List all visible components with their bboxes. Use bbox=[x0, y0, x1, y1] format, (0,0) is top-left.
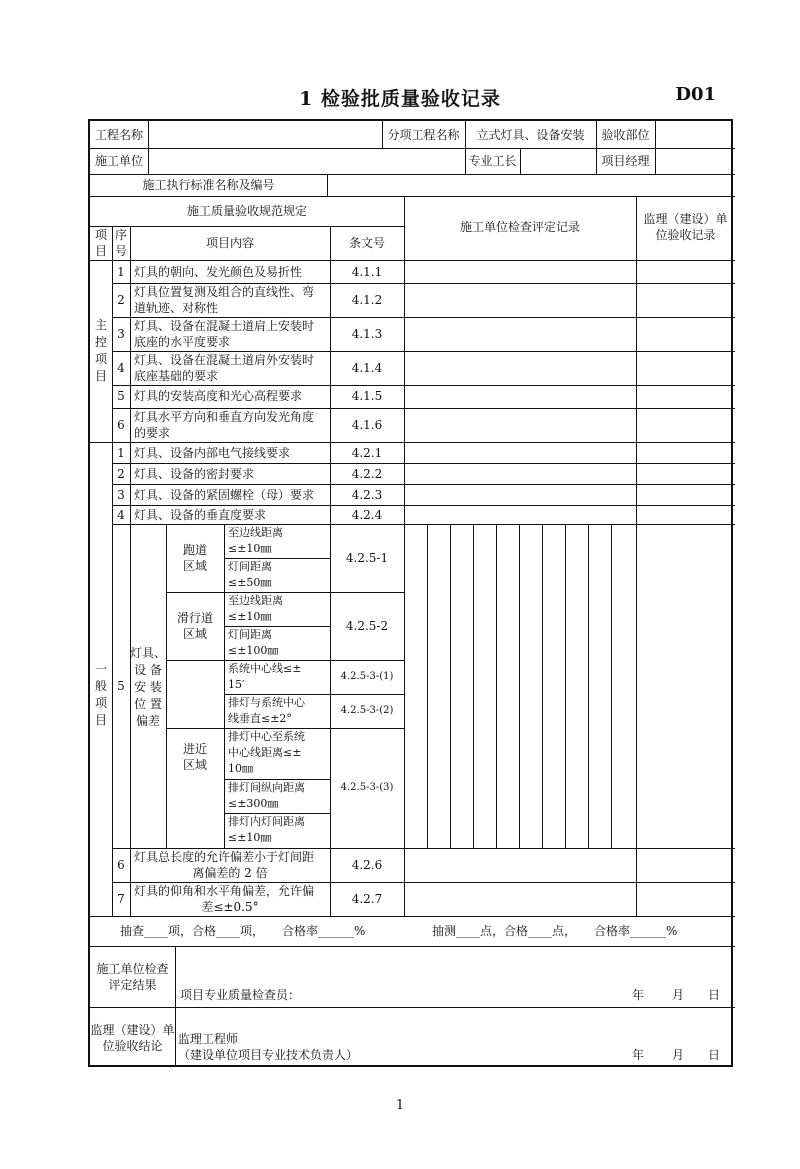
summary-sample-measure: 抽测____点，合格____点， 合格率______% bbox=[432, 924, 678, 938]
mc-row-3-clause: 4.1.3 bbox=[351, 327, 383, 341]
approach-item-4-a: 排灯间纵向距离 bbox=[228, 781, 305, 794]
seq-col-header-1: 序 bbox=[114, 228, 127, 242]
gen-row-3-clause: 4.2.3 bbox=[351, 488, 383, 502]
sub-project-value: 立式灯具、设备安装 bbox=[476, 128, 585, 142]
general-label-3: 项 bbox=[94, 696, 107, 710]
quality-inspector-label: 项目专业质量检查员： bbox=[180, 988, 301, 1002]
gen-row-6-content-1: 灯具总长度的允许偏差小于灯间距 bbox=[134, 850, 315, 864]
mc-row-4-no: 4 bbox=[117, 361, 125, 375]
row5-label-5: 偏差 bbox=[135, 714, 160, 728]
mc-row-3-no: 3 bbox=[117, 327, 125, 341]
document-title: 1 检验批质量验收记录 bbox=[299, 88, 501, 110]
row5-label-1: 灯具、 bbox=[130, 646, 167, 660]
gen-row-6-content-2: 离偏差的 2 倍 bbox=[192, 866, 268, 880]
row5-label-2: 设 备 bbox=[134, 663, 162, 677]
mc-row-6-no: 6 bbox=[117, 418, 125, 432]
supervision-col-header-1: 监理（建设）单 bbox=[643, 212, 728, 226]
row5-label-4: 位 置 bbox=[134, 697, 162, 711]
technical-lead-label: （建设单位项目专业技术负责人） bbox=[178, 1048, 359, 1062]
manager-label: 项目经理 bbox=[601, 154, 650, 168]
mc-row-6-content-1: 灯具水平方向和垂直方向发光角度 bbox=[134, 410, 315, 424]
gen-row-2-no: 2 bbox=[117, 467, 125, 481]
supervision-check-label-1: 监理（建设）单 bbox=[90, 1023, 175, 1037]
gen-row-5-no: 5 bbox=[117, 679, 125, 693]
supervision-col-header-2: 位验收记录 bbox=[655, 228, 716, 242]
content-col-header: 项目内容 bbox=[205, 236, 254, 250]
general-label-4: 目 bbox=[94, 713, 107, 727]
approach-item-2-b: 线垂直≤±2° bbox=[228, 712, 292, 725]
taxiway-item-2-a: 灯间距离 bbox=[228, 628, 272, 641]
inspection-grid bbox=[404, 524, 636, 848]
gen-row-4-content: 灯具、设备的垂直度要求 bbox=[134, 508, 267, 522]
gen-row-2-clause: 4.2.2 bbox=[351, 467, 383, 481]
taxiway-area-1: 滑行道 bbox=[176, 611, 213, 625]
inspection-record-form bbox=[88, 119, 733, 1067]
approach-item-1-clause: 4.2.5-3-(1) bbox=[340, 671, 394, 682]
approach-item-5-a: 排灯内灯间距离 bbox=[228, 815, 305, 828]
gen-row-7-clause: 4.2.7 bbox=[351, 892, 383, 906]
approach-item-2-clause: 4.2.5-3-(2) bbox=[340, 705, 394, 716]
approach-area-1: 进近 bbox=[182, 742, 207, 756]
page-number: 1 bbox=[395, 1098, 405, 1113]
gen-row-7-no: 7 bbox=[117, 892, 125, 906]
approach-item-1-b: 15′ bbox=[228, 678, 245, 691]
construction-check-label-2: 评定结果 bbox=[108, 978, 157, 992]
construction-date-month: 月 bbox=[672, 988, 685, 1002]
gen-row-1-no: 1 bbox=[117, 446, 125, 460]
runway-item-2-a: 灯间距离 bbox=[228, 560, 272, 573]
supervision-check-label-2: 位验收结论 bbox=[102, 1039, 163, 1053]
gen-row-4-no: 4 bbox=[117, 508, 125, 522]
approach-item-5-b: ≤±10㎜ bbox=[228, 831, 272, 844]
clause-col-header: 条文号 bbox=[348, 236, 385, 250]
runway-clause: 4.2.5-1 bbox=[345, 551, 389, 565]
acceptance-part-label: 验收部位 bbox=[601, 128, 650, 142]
runway-area-2: 区域 bbox=[182, 559, 207, 573]
general-label-1: 一 bbox=[94, 662, 107, 676]
approach-item-2-a: 排灯与系统中心 bbox=[228, 696, 305, 709]
runway-area-1: 跑道 bbox=[182, 543, 207, 557]
mc-row-6-content-2: 的要求 bbox=[134, 426, 171, 440]
approach-shared-clause: 4.2.5-3-(3) bbox=[340, 782, 394, 793]
item-col-header-2: 目 bbox=[94, 244, 107, 258]
approach-item-4-b: ≤±300㎜ bbox=[228, 797, 279, 810]
runway-item-1-a: 至边线距离 bbox=[228, 526, 283, 539]
runway-item-1-b: ≤±10㎜ bbox=[228, 542, 272, 555]
summary-sample-check: 抽查____项，合格____项， 合格率______% bbox=[120, 924, 366, 938]
mc-row-6-clause: 4.1.6 bbox=[351, 418, 383, 432]
approach-area-2: 区域 bbox=[182, 758, 207, 772]
main-control-label-4: 目 bbox=[94, 369, 107, 383]
approach-item-3-a: 排灯中心至系统 bbox=[228, 730, 305, 743]
mc-row-2-content-1: 灯具位置复测及组合的直线性、弯 bbox=[134, 285, 315, 299]
mc-row-1-content: 灯具的朝向、发光颜色及易折性 bbox=[134, 265, 303, 279]
mc-row-1-clause: 4.1.1 bbox=[351, 265, 383, 279]
taxiway-item-2-b: ≤±100㎜ bbox=[228, 644, 279, 657]
taxiway-item-1-b: ≤±10㎜ bbox=[228, 610, 272, 623]
mc-row-3-content-1: 灯具、设备在混凝土道肩上安装时 bbox=[134, 319, 315, 333]
supervision-date-day: 日 bbox=[708, 1048, 721, 1062]
seq-col-header-2: 号 bbox=[114, 244, 127, 258]
approach-item-3-b: 中心线距离≤± bbox=[228, 746, 302, 759]
construction-date-day: 日 bbox=[708, 988, 721, 1002]
supervision-date-year: 年 bbox=[632, 1048, 645, 1062]
standard-label: 施工执行标准名称及编号 bbox=[142, 178, 275, 192]
general-label-2: 般 bbox=[94, 679, 107, 693]
gen-row-3-no: 3 bbox=[117, 488, 125, 502]
project-name-label: 工程名称 bbox=[94, 128, 143, 142]
mc-row-5-no: 5 bbox=[117, 389, 125, 403]
main-control-label-2: 控 bbox=[94, 335, 107, 349]
mc-row-2-content-2: 道轨迹、对称性 bbox=[134, 301, 219, 315]
supervision-date-month: 月 bbox=[672, 1048, 685, 1062]
gen-row-1-clause: 4.2.1 bbox=[351, 446, 383, 460]
runway-item-2-b: ≤±50㎜ bbox=[228, 576, 272, 589]
gen-row-7-content-2: 差≤±0.5° bbox=[201, 900, 259, 914]
gen-row-6-clause: 4.2.6 bbox=[351, 858, 383, 872]
mc-row-5-content: 灯具的安装高度和光心高程要求 bbox=[134, 389, 303, 403]
gen-row-7-content-1: 灯具的仰角和水平角偏差，允许偏 bbox=[134, 884, 315, 898]
mc-row-1-no: 1 bbox=[117, 265, 125, 279]
document-code: D01 bbox=[675, 84, 716, 105]
mc-row-5-clause: 4.1.5 bbox=[351, 389, 383, 403]
mc-row-4-content-2: 底座基础的要求 bbox=[134, 369, 219, 383]
main-control-label-1: 主 bbox=[94, 318, 107, 332]
taxiway-item-1-a: 至边线距离 bbox=[228, 594, 283, 607]
construction-date-year: 年 bbox=[632, 988, 645, 1002]
gen-row-3-content: 灯具、设备的紧固螺栓（母）要求 bbox=[134, 488, 315, 502]
construction-unit-label: 施工单位 bbox=[94, 154, 143, 168]
mc-row-4-content-1: 灯具、设备在混凝土道肩外安装时 bbox=[134, 353, 315, 367]
supervision-engineer-label: 监理工程师 bbox=[178, 1032, 239, 1046]
taxiway-area-2: 区域 bbox=[182, 627, 207, 641]
approach-item-1-a: 系统中心线≤± bbox=[228, 662, 302, 675]
item-col-header-1: 项 bbox=[94, 228, 107, 242]
mc-row-2-no: 2 bbox=[117, 293, 125, 307]
mc-row-3-content-2: 底座的水平度要求 bbox=[134, 335, 231, 349]
taxiway-clause: 4.2.5-2 bbox=[345, 619, 389, 633]
inspection-col-header: 施工单位检查评定记录 bbox=[459, 220, 580, 234]
gen-row-2-content: 灯具、设备的密封要求 bbox=[134, 467, 255, 481]
mc-row-4-clause: 4.1.4 bbox=[351, 361, 383, 375]
approach-item-3-c: 10㎜ bbox=[228, 762, 253, 775]
construction-check-label-1: 施工单位检查 bbox=[96, 962, 169, 976]
row5-label-3: 安 装 bbox=[134, 680, 162, 694]
mc-row-2-clause: 4.1.2 bbox=[351, 293, 383, 307]
spec-group-header: 施工质量验收规范规定 bbox=[186, 204, 307, 218]
gen-row-6-no: 6 bbox=[117, 858, 125, 872]
foreman-label: 专业工长 bbox=[468, 154, 517, 168]
gen-row-1-content: 灯具、设备内部电气接线要求 bbox=[134, 446, 291, 460]
main-control-label-3: 项 bbox=[94, 352, 107, 366]
sub-project-label: 分项工程名称 bbox=[387, 128, 460, 142]
gen-row-4-clause: 4.2.4 bbox=[351, 508, 383, 522]
